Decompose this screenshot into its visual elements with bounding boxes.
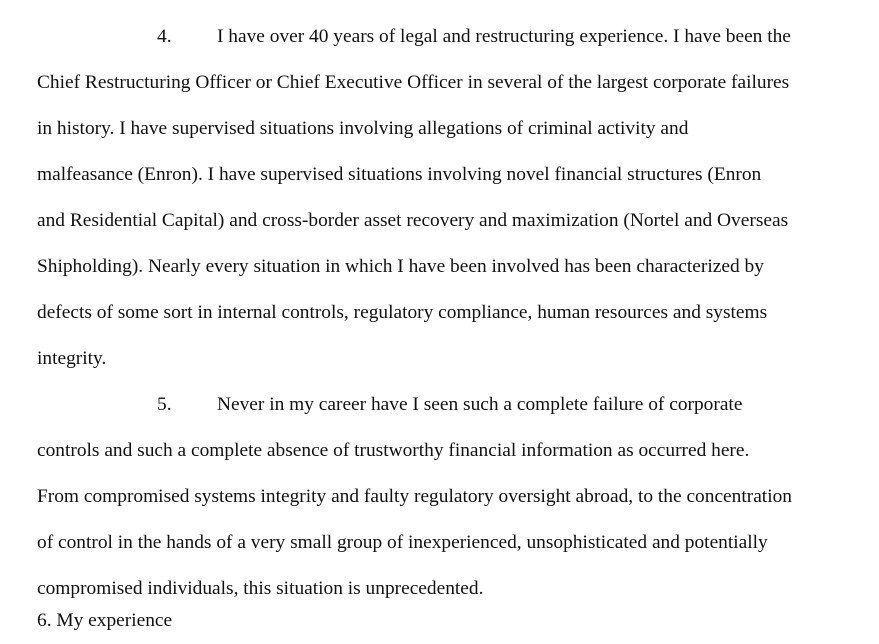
paragraph-first-line: I have over 40 years of legal and restructuring experience. I have been the (217, 26, 791, 47)
paragraph-first-line: Never in my career have I seen such a complete failure of corporate (217, 394, 743, 415)
paragraph-line: malfeasance (Enron). I have supervised situations involving novel financial structures (Enron (37, 164, 762, 185)
bottom-cropped-text: 6. My experience (37, 610, 173, 631)
bottom-cropped-line (37, 606, 173, 631)
paragraph-line: compromised individuals, this situation is unprecedented. (37, 578, 484, 599)
top-cropped-text (37, 0, 245, 6)
paragraph-line: in history. I have supervised situations involving allegations of criminal activity and (37, 118, 689, 139)
paragraph-number: 5. (157, 394, 172, 415)
paragraph-line: defects of some sort in internal controls, regulatory compliance, human resources and systems (37, 302, 768, 323)
paragraph-line: Chief Restructuring Officer or Chief Executive Officer in several of the largest corporate failures (37, 72, 790, 93)
paragraph-line: and Residential Capital) and cross-border asset recovery and maximization (Nortel and Overseas (37, 210, 789, 231)
paragraph-line: From compromised systems integrity and faulty regulatory oversight abroad, to the concentration (37, 486, 792, 507)
paragraph-number: 4. (157, 26, 172, 47)
paragraph-line: Shipholding). Nearly every situation in which I have been involved has been characterized by (37, 256, 764, 277)
top-cropped-line (37, 0, 245, 4)
paragraph-line: controls and such a complete absence of trustworthy financial information as occurred here. (37, 440, 750, 461)
paragraph-line: of control in the hands of a very small group of inexperienced, unsophisticated and potentially (37, 532, 768, 553)
paragraph-line: integrity. (37, 348, 107, 369)
